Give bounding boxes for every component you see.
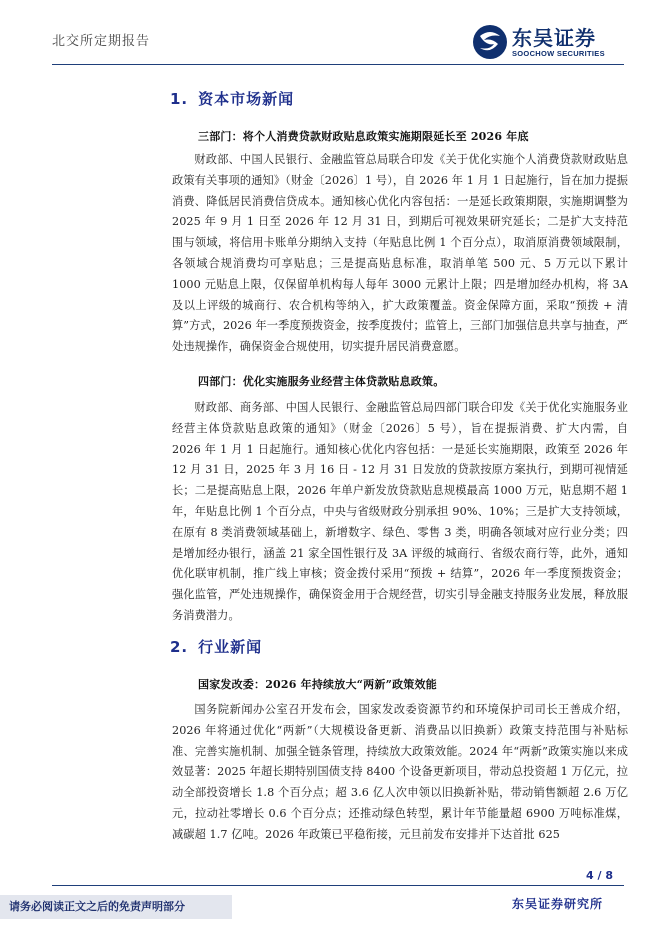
section-heading-capital-market <box>170 88 294 109</box>
news-headline-consumer-loan: 三部门：将个人消费贷款财政贴息政策实施期限延长至 2026 年底 <box>198 130 529 143</box>
soochow-logo-icon <box>472 24 508 60</box>
news-body-service-loan: 财政部、商务部、中国人民银行、金融监管总局四部门联合印发《关于优化实施服务业经营主体贷款贴息政策的通知》（财金〔2026〕5 号），旨在提振消费、扩大内需，自 2026 年 1 月 1 日起施行。通知核心优化内容包括：一是延长实施期限，政策至 2026 年 12 月 31 日，2025 年 3 月 16 日 - 12 月 31 日发放的贷款按原方案执行，到期可视情延长；二是提高贴息上限，2026 年单户新发放贷款贴息规模最高 1000 万元，贴息期不超 1 年，年贴息比例 1 个百分点，中央与省级财政分别承担 90%、10%；三是扩大支持领域，在原有 8 类消费领域基础上，新增数字、绿色、零售 3 类，明确各领域对应行业分类；四是增加经办银行，涵盖 21 家全国性银行及 3A 评级的城商行、省级农商行等，此外，通知优化联审机制，推广线上审核；资金拨付采用“预拨 + 结算”，2026 年一季度预拨资金；强化监管，严处违规操作，确保资金用于合规经营，切实引导金融支持服务业发展，释放服务消费潜力。 <box>172 401 628 622</box>
company-logo <box>472 22 622 66</box>
logo-chinese-name: 东吴证券 <box>512 26 596 50</box>
disclaimer-notice: 请务必阅读正文之后的免责声明部分 <box>0 895 232 919</box>
footer-divider <box>52 885 624 886</box>
header-divider <box>52 64 624 65</box>
logo-english-name: SOOCHOW SECURITIES <box>512 49 605 58</box>
section-heading-industry <box>170 636 262 657</box>
section-title: 资本市场新闻 <box>198 90 295 108</box>
research-institute-name: 东吴证券研究所 <box>512 897 604 911</box>
section-title: 行业新闻 <box>198 638 263 656</box>
news-body-consumer-loan: 财政部、中国人民银行、金融监管总局联合印发《关于优化实施个人消费贷款财政贴息政策有关事项的通知》（财金〔2026〕1 号），自 2026 年 1 月 1 日起施行，旨在加力提振消费、降低居民消费信贷成本。通知核心优化内容包括：一是延长政策期限，实施期调整为 2025 年 9 月 1 日至 2026 年 12 月 31 日，到期后可视效果研究延长；二是扩大支持范围与领域，将信用卡账单分期纳入支持（年贴息比例 1 个百分点），取消原消费领域限制，各领域合规消费均可享贴息；三是提高贴息标准，取消单笔 500 元、5 万元以下累计 1000 元贴息上限，仅保留单机构每人每年 3000 元累计上限；四是增加经办机构，将 3A 及以上评级的城商行、农合机构等纳入，扩大政策覆盖。资金保障方面，采取“预拨 + 清算”方式，2026 年一季度预拨资金，按季度拨付；监管上，三部门加强信息共享与抽查，严处违规操作，确保资金合规使用，切实提升居民消费意愿。 <box>172 153 628 354</box>
news-headline-two-new-policy: 国家发改委：2026 年持续放大“两新”政策效能 <box>198 678 437 691</box>
news-body-two-new-policy: 国务院新闻办公室召开发布会，国家发改委资源节约和环境保护司司长王善成介绍，2026 年将通过优化“两新”（大规模设备更新、消费品以旧换新）政策支持范围与补贴标准、完善实施机制、加强全链条管理，持续放大政策效能。2024 年“两新”政策实施以来成效显著：2025 年超长期特别国债支持 8400 个设备更新项目，带动总投资超 1 万亿元，拉动全部投资增长 1.8 个百分点；超 3.6 亿人次申领以旧换新补贴，带动销售额超 2.6 万亿元，拉动社零增长 0.6 个百分点；还推动绿色转型，累计年节能量超 6900 万吨标准煤，减碳超 1.7 亿吨。2026 年政策已平稳衔接，元旦前发布安排并下达首批 625 <box>172 703 628 841</box>
news-headline-service-loan: 四部门：优化实施服务业经营主体贷款贴息政策。 <box>198 375 445 388</box>
page-number: 4 / 8 <box>586 869 613 882</box>
section-number: 1. <box>170 90 189 108</box>
report-type-label: 北交所定期报告 <box>52 34 151 49</box>
section-number: 2. <box>170 638 189 656</box>
